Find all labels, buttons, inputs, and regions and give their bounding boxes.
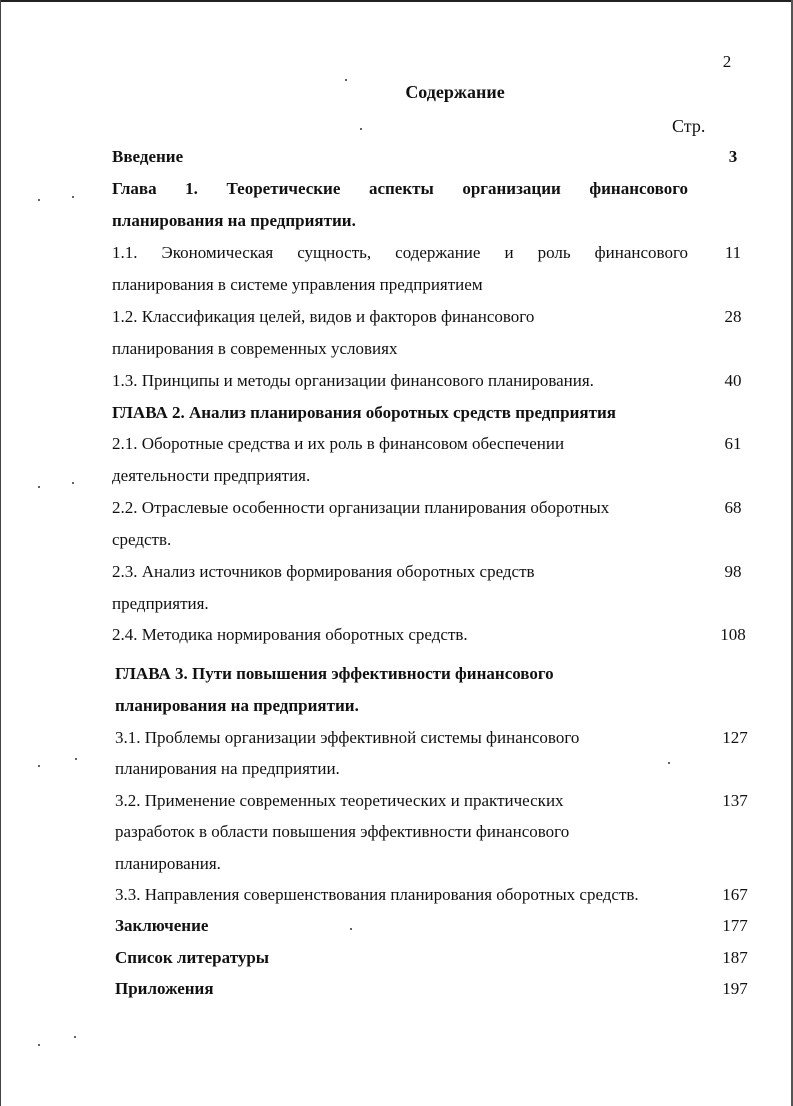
scan-speck xyxy=(38,765,40,767)
toc-chapter-3-cont xyxy=(112,692,752,720)
toc-entry-title-cont: планирования в современных условиях xyxy=(112,339,398,358)
page-column-label: Стр. xyxy=(672,116,706,136)
toc-entry-3-2 xyxy=(112,787,752,815)
toc-entry-appendices xyxy=(112,975,752,1003)
toc-entry-title-cont: планирования на предприятии. xyxy=(115,759,340,778)
toc-entry-title: 3.3. Направления совершенствования планирования оборотных средств. xyxy=(115,885,639,904)
toc-entry-intro xyxy=(112,143,752,171)
toc-entry-1-2-cont xyxy=(112,335,752,363)
toc-entry-page: 98 xyxy=(724,562,742,581)
toc-entry-page: 187 xyxy=(722,948,748,967)
toc-entry-page: 40 xyxy=(724,371,742,390)
toc-entry-page: 127 xyxy=(722,728,748,747)
toc-entry-title: 2.1. Оборотные средства и их роль в финансовом обеспечении xyxy=(112,434,565,453)
toc-entry-3-1 xyxy=(112,724,752,752)
toc-entry-page: 61 xyxy=(724,434,742,453)
toc-entry-title: Список литературы xyxy=(115,948,270,967)
toc-entry-1-3 xyxy=(112,367,752,395)
toc-entry-title: Приложения xyxy=(115,979,214,998)
toc-entry-3-3 xyxy=(112,881,752,909)
toc-entry-1-1 xyxy=(112,239,752,267)
toc-entry-title: Заключение xyxy=(115,916,209,935)
scan-edge-left xyxy=(0,0,1,1106)
toc-entry-title: 2.2. Отраслевые особенности организации планирования оборотных xyxy=(112,498,610,517)
toc-entry-title: 3.1. Проблемы организации эффективной системы финансового xyxy=(115,728,580,747)
toc-entry-title-cont: планирования. xyxy=(115,854,221,873)
toc-entry-title: Введение xyxy=(112,147,184,166)
toc-entry-title: ГЛАВА 3. Пути повышения эффективности финансового xyxy=(115,664,554,683)
toc-entry-title: 1.2. Классификация целей, видов и факторов финансового xyxy=(112,307,535,326)
toc-entry-title-cont: предприятия. xyxy=(112,594,209,613)
toc-entry-2-2-cont xyxy=(112,526,752,554)
scan-speck xyxy=(38,1044,40,1046)
toc-entry-title-cont: средств. xyxy=(112,530,172,549)
toc-title: Содержание xyxy=(405,82,505,102)
scan-speck xyxy=(38,486,40,488)
toc-entry-title-cont: планирования на предприятии. xyxy=(112,211,356,230)
toc-entry-page: 137 xyxy=(722,791,748,810)
toc-entry-2-4 xyxy=(112,621,752,649)
toc-entry-title-cont: разработок в области повышения эффективности финансового xyxy=(115,822,570,841)
scan-edge-top xyxy=(0,0,793,2)
toc-entry-3-1-cont xyxy=(112,755,752,783)
toc-entry-2-3-cont xyxy=(112,590,752,618)
toc-entry-title: 1.1. Экономическая сущность, содержание и роль финансового xyxy=(112,243,688,262)
toc-entry-1-1-cont xyxy=(112,271,752,299)
toc-entry-title: Глава 1. Теоретические аспекты организации финансового xyxy=(112,179,688,198)
toc-entry-title: 3.2. Применение современных теоретических и практических xyxy=(115,791,564,810)
toc-entry-title: 2.3. Анализ источников формирования оборотных средств xyxy=(112,562,535,581)
toc-entry-bibliography xyxy=(112,944,752,972)
scan-speck xyxy=(74,1036,76,1038)
toc-entry-conclusion xyxy=(112,912,752,940)
toc-entry-title-cont: планирования на предприятии. xyxy=(115,696,359,715)
scan-speck xyxy=(38,199,40,201)
toc-entry-page: 197 xyxy=(722,979,748,998)
scan-speck xyxy=(345,79,347,81)
scan-speck xyxy=(72,196,74,198)
toc-chapter-1 xyxy=(112,175,752,203)
toc-entry-title-cont: деятельности предприятия. xyxy=(112,466,311,485)
toc-entry-title: 2.4. Методика нормирования оборотных средств. xyxy=(112,625,468,644)
toc-entry-page: 108 xyxy=(720,625,746,644)
toc-entry-page: 3 xyxy=(728,147,738,166)
toc-entry-2-1-cont xyxy=(112,462,752,490)
toc-entry-title-cont: планирования в системе управления предприятием xyxy=(112,275,483,294)
toc-chapter-1-cont xyxy=(112,207,752,235)
toc-entry-3-2-cont xyxy=(112,850,752,878)
toc-entry-page: 11 xyxy=(724,243,742,262)
toc-entry-3-2-cont xyxy=(112,818,752,846)
toc-entry-title: 1.3. Принципы и методы организации финансового планирования. xyxy=(112,371,594,390)
toc-chapter-2 xyxy=(112,399,752,427)
toc-entry-page: 28 xyxy=(724,307,742,326)
scan-speck xyxy=(75,758,77,760)
toc-entry-2-1 xyxy=(112,430,752,458)
toc-entry-page: 68 xyxy=(724,498,742,517)
toc-entry-2-3 xyxy=(112,558,752,586)
toc-entry-1-2 xyxy=(112,303,752,331)
toc-entry-title: ГЛАВА 2. Анализ планирования оборотных средств предприятия xyxy=(112,403,616,422)
page-number: 2 xyxy=(722,52,732,71)
toc-entry-page: 177 xyxy=(722,916,748,935)
scan-speck xyxy=(360,128,362,130)
scan-speck xyxy=(72,482,74,484)
toc-entry-page: 167 xyxy=(722,885,748,904)
toc-chapter-3 xyxy=(112,660,752,688)
toc-entry-2-2 xyxy=(112,494,752,522)
